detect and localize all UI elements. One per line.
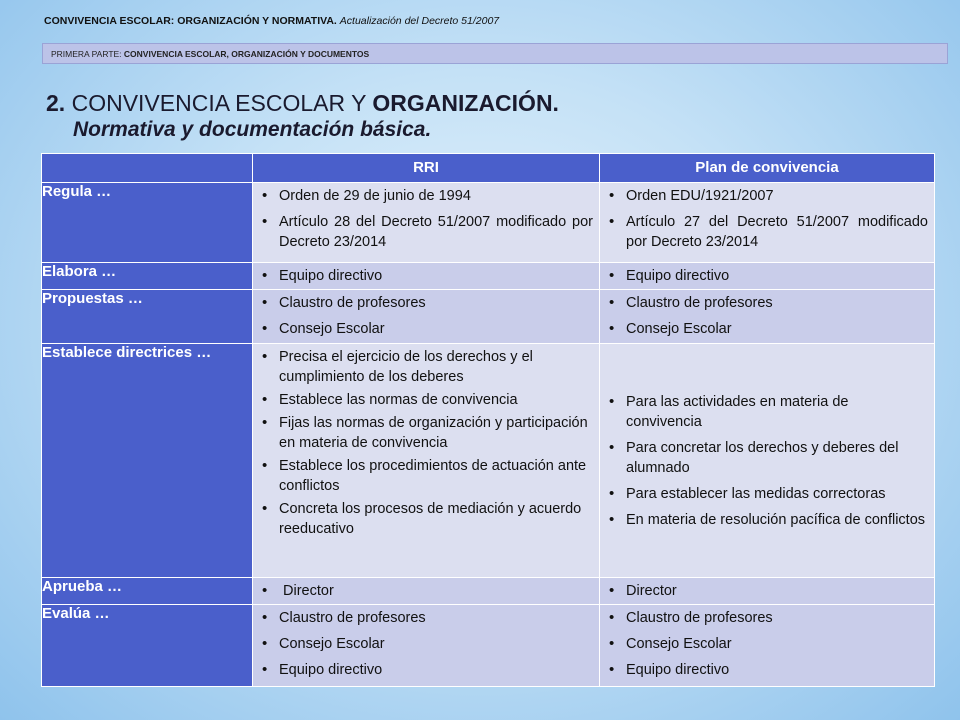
title-number: 2. <box>46 90 66 116</box>
bullet-list <box>253 183 599 255</box>
list-item: • Consejo Escolar <box>604 634 928 654</box>
section-band-prefix: PRIMERA PARTE: <box>51 49 122 59</box>
bullet-list <box>253 263 599 289</box>
rri-cell <box>253 263 600 290</box>
list-item: • Establece los procedimientos de actuación ante conflictos <box>257 456 593 496</box>
row-label: Aprueba … <box>42 578 253 605</box>
bullet-list <box>600 605 934 683</box>
bullet-list <box>253 605 599 683</box>
bullet-list <box>253 344 599 542</box>
table-header-row <box>42 154 935 183</box>
row-label: Propuestas … <box>42 290 253 344</box>
header-subtitle: Actualización del Decreto 51/2007 <box>339 15 500 27</box>
list-item: • Para concretar los derechos y deberes del alumnado <box>604 438 928 478</box>
list-item: • Equipo directivo <box>604 266 928 286</box>
row-label: Establece directrices … <box>42 344 253 578</box>
rri-cell <box>253 290 600 344</box>
plan-cell <box>600 344 935 578</box>
list-item: • Precisa el ejercicio de los derechos y el cumplimiento de los deberes <box>257 347 593 387</box>
table-row-evalua <box>42 605 935 687</box>
rri-cell <box>253 183 600 263</box>
rri-cell <box>253 344 600 578</box>
title-text-bold: ORGANIZACIÓN. <box>372 90 559 116</box>
bullet-list <box>600 578 934 604</box>
list-item: • Claustro de profesores <box>604 293 928 313</box>
column-header-plan: Plan de convivencia <box>600 154 935 183</box>
rri-cell <box>253 605 600 687</box>
list-item: • Equipo directivo <box>604 660 928 680</box>
page-subtitle: Normativa y documentación básica. <box>73 118 432 141</box>
list-item: • Consejo Escolar <box>604 319 928 339</box>
list-item: • Equipo directivo <box>257 266 593 286</box>
list-item: • Para las actividades en materia de convivencia <box>604 392 928 432</box>
table-row-establece <box>42 344 935 578</box>
table-row-elabora <box>42 263 935 290</box>
comparison-table <box>41 153 935 687</box>
section-band <box>42 43 948 64</box>
list-item: • Fijas las normas de organización y participación en materia de convivencia <box>257 413 593 453</box>
table-row-propuestas <box>42 290 935 344</box>
list-item: • En materia de resolución pacífica de conflictos <box>604 510 928 530</box>
list-item: • Claustro de profesores <box>257 608 593 628</box>
row-label: Elabora … <box>42 263 253 290</box>
bullet-list <box>600 290 934 342</box>
header-title: CONVIVENCIA ESCOLAR: ORGANIZACIÓN Y NORMATIVA. <box>44 15 337 27</box>
document-header <box>44 15 944 27</box>
section-band-title: CONVIVENCIA ESCOLAR, ORGANIZACIÓN Y DOCUMENTOS <box>123 49 370 59</box>
list-item: • Director <box>257 581 593 601</box>
list-item: • Consejo Escolar <box>257 319 593 339</box>
row-label: Regula … <box>42 183 253 263</box>
plan-cell <box>600 183 935 263</box>
page-title <box>46 90 559 117</box>
plan-cell <box>600 290 935 344</box>
bullet-list <box>600 183 934 255</box>
list-item: • Concreta los procesos de mediación y acuerdo reeducativo <box>257 499 593 539</box>
list-item: • Claustro de profesores <box>257 293 593 313</box>
bullet-list <box>600 263 934 289</box>
column-header-rri: RRI <box>253 154 600 183</box>
plan-cell <box>600 263 935 290</box>
list-item: • Artículo 27 del Decreto 51/2007 modificado por Decreto 23/2014 <box>604 212 928 252</box>
bullet-list <box>253 578 599 604</box>
table-row-regula <box>42 183 935 263</box>
list-item: • Orden EDU/1921/2007 <box>604 186 928 206</box>
plan-cell <box>600 578 935 605</box>
list-item: • Claustro de profesores <box>604 608 928 628</box>
title-text: CONVIVENCIA ESCOLAR Y <box>71 90 366 116</box>
list-item: • Orden de 29 de junio de 1994 <box>257 186 593 206</box>
list-item: • Artículo 28 del Decreto 51/2007 modificado por Decreto 23/2014 <box>257 212 593 252</box>
list-item: • Consejo Escolar <box>257 634 593 654</box>
list-item: • Establece las normas de convivencia <box>257 390 593 410</box>
bullet-list <box>253 290 599 342</box>
list-item: • Equipo directivo <box>257 660 593 680</box>
table-row-aprueba <box>42 578 935 605</box>
rri-cell <box>253 578 600 605</box>
list-item: • Para establecer las medidas correctoras <box>604 484 928 504</box>
list-item: • Director <box>604 581 928 601</box>
bullet-list <box>600 389 934 533</box>
row-label: Evalúa … <box>42 605 253 687</box>
plan-cell <box>600 605 935 687</box>
column-header-empty <box>42 154 253 183</box>
